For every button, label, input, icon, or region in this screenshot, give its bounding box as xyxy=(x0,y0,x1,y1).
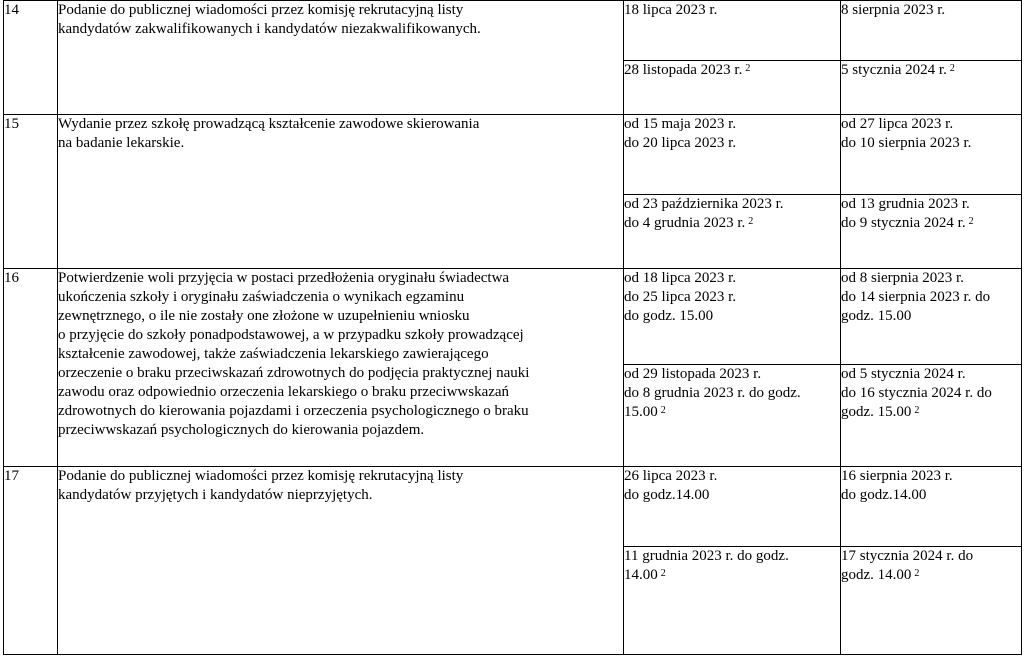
date-cell-third-round: od 29 listopada 2023 r. do 8 grudnia 2023 r. do godz. 15.00 $^2$ xyxy=(624,365,841,467)
date-cell-fourth-round: 5 stycznia 2024 r. $^2$ xyxy=(841,61,1022,115)
footnote-marker: 2 xyxy=(660,568,666,579)
row-description: Potwierdzenie woli przyjęcia w postaci przedłożenia oryginału świadectwa ukończenia szkoły i oryginału zaświadczenia o wynikach egzaminu zewnętrznego, o ile nie zostały one złożone w uzupełnieniu wniosku o przyjęcie do szkoły ponadpodstawowej, a w przypadku szkoły prowadzącej kształcenie zawodowej, także zaświadczenia lekarskiego zawierającego orzeczenie o braku przeciwskazań zdrowotnych do podjęcia praktycznej nauki zawodu oraz odpowiednio orzeczenia lekarskiego o braku przeciwwskazań zdrowotnych do kierowania pojazdami i orzeczenia psychologicznego o braku przeciwwskazań psychologicznych do kierowania pojazdem. xyxy=(58,269,624,467)
date-cell-first-round: od 18 lipca 2023 r. do 25 lipca 2023 r. do godz. 15.00 xyxy=(624,269,841,365)
date-cell-third-round: 11 grudnia 2023 r. do godz. 14.00 $^2$ xyxy=(624,547,841,655)
footnote-marker: 2 xyxy=(949,63,955,74)
date-cell-fourth-round: od 13 grudnia 2023 r. do 9 stycznia 2024 r. $^2$ xyxy=(841,195,1022,269)
footnote-marker: 2 xyxy=(748,216,754,227)
date-cell-fourth-round: 17 stycznia 2024 r. do godz. 14.00 $^2$ xyxy=(841,547,1022,655)
table-row xyxy=(4,269,1022,365)
date-cell-first-round: od 15 maja 2023 r. do 20 lipca 2023 r. xyxy=(624,115,841,195)
row-number: 15 xyxy=(4,115,58,269)
footnote-marker: 2 xyxy=(914,568,920,579)
table-row xyxy=(4,1,1022,61)
date-cell-fourth-round: od 5 stycznia 2024 r. do 16 stycznia 2024 r. do godz. 15.00 $^2$ xyxy=(841,365,1022,467)
footnote-marker: 2 xyxy=(914,405,920,416)
row-number: 14 xyxy=(4,1,58,115)
table-row xyxy=(4,467,1022,547)
row-number: 17 xyxy=(4,467,58,655)
recruitment-schedule-table xyxy=(3,0,1022,655)
footnote-marker: 2 xyxy=(660,405,666,416)
date-cell-third-round: od 23 października 2023 r. do 4 grudnia 2023 r. $^2$ xyxy=(624,195,841,269)
row-description: Podanie do publicznej wiadomości przez komisję rekrutacyjną listy kandydatów przyjętych i kandydatów nieprzyjętych. xyxy=(58,467,624,655)
date-cell-second-round: 16 sierpnia 2023 r. do godz.14.00 xyxy=(841,467,1022,547)
date-cell-second-round: od 27 lipca 2023 r. do 10 sierpnia 2023 r. xyxy=(841,115,1022,195)
date-cell-first-round: 18 lipca 2023 r. xyxy=(624,1,841,61)
date-cell-first-round: 26 lipca 2023 r. do godz.14.00 xyxy=(624,467,841,547)
date-cell-third-round: 28 listopada 2023 r. $^2$ xyxy=(624,61,841,115)
footnote-marker: 2 xyxy=(968,216,974,227)
row-description: Podanie do publicznej wiadomości przez komisję rekrutacyjną listy kandydatów zakwalifikowanych i kandydatów niezakwalifikowanych. xyxy=(58,1,624,115)
footnote-marker: 2 xyxy=(745,63,751,74)
row-number: 16 xyxy=(4,269,58,467)
date-cell-second-round: 8 sierpnia 2023 r. xyxy=(841,1,1022,61)
row-description: Wydanie przez szkołę prowadzącą kształcenie zawodowe skierowania na badanie lekarskie. xyxy=(58,115,624,269)
table-row xyxy=(4,115,1022,195)
date-cell-second-round: od 8 sierpnia 2023 r. do 14 sierpnia 2023 r. do godz. 15.00 xyxy=(841,269,1022,365)
